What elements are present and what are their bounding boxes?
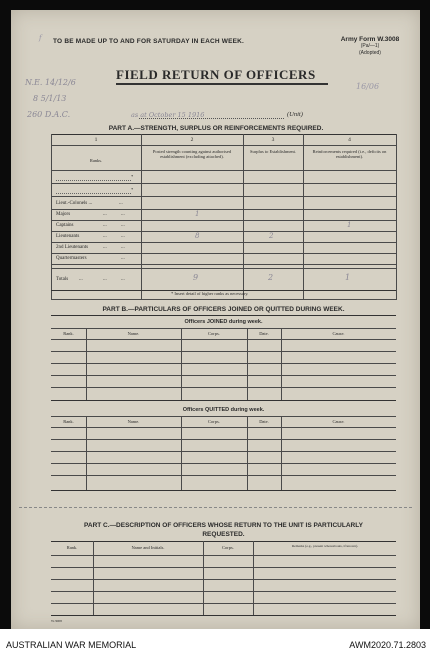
joined-divider-2 xyxy=(181,328,182,400)
joined-col-rank: Rank. xyxy=(63,331,74,336)
part-c-col-rank: Rank. xyxy=(66,545,78,550)
joined-row-rule-3 xyxy=(51,375,396,376)
row-rule-5 xyxy=(51,253,396,254)
quitted-col-corps: Corps. xyxy=(208,419,220,424)
row-dots-5a: ... xyxy=(103,245,107,250)
joined-divider-3 xyxy=(247,328,248,400)
perforation-line xyxy=(19,507,412,508)
quitted-divider-2 xyxy=(181,416,182,491)
entry-captains-reinforcements: 1 xyxy=(347,221,352,229)
part-c-col-name: Name and Initials. xyxy=(131,545,165,550)
quitted-col-date: Date. xyxy=(259,419,269,424)
totals-double-rule xyxy=(51,268,396,269)
part-a-row-rule-b xyxy=(51,196,396,197)
rank-lieut-colonels: Lieut.-Colonels ... xyxy=(56,201,93,206)
totals-label: Totals xyxy=(56,277,69,282)
form-number-line1: Army Form W.3008 xyxy=(340,36,400,43)
part-c-row-rule-4 xyxy=(51,603,396,604)
margin-tick: f xyxy=(39,34,42,42)
joined-divider-1 xyxy=(86,328,87,400)
col-number-2: 2 xyxy=(190,137,194,143)
quitted-title-rule xyxy=(51,416,396,417)
row-rule-2 xyxy=(51,220,396,221)
joined-divider-4 xyxy=(281,328,282,400)
part-b-top-rule xyxy=(51,315,396,316)
part-c-row-rule-3 xyxy=(51,591,396,592)
joined-row-rule-4 xyxy=(51,387,396,388)
joined-col-corps: Corps. xyxy=(208,331,220,336)
totals-dots-c: ... xyxy=(121,277,125,282)
rank-lieutenants: Lieutenants xyxy=(56,234,80,239)
row-rule-1 xyxy=(51,209,396,210)
handwritten-note-3: 260 D.A.C. xyxy=(27,110,71,119)
col-number-1: 1 xyxy=(94,137,98,143)
col-head-surplus: Surplus to Establishment. xyxy=(249,149,297,154)
col-head-ranks: Ranks. xyxy=(89,158,103,163)
totals-dots-a: ... xyxy=(79,277,83,282)
col-head-posted: Posted strength counting against authorised establishment (excluding attached). xyxy=(152,149,232,159)
joined-col-name: Name. xyxy=(127,331,140,336)
quitted-row-rule-4 xyxy=(51,475,396,476)
part-c-title-line1: PART C.—DESCRIPTION OF OFFICERS WHOSE RETURN TO THE UNIT IS PARTICULARLY xyxy=(84,522,363,529)
quitted-title: Officers QUITTED during week. xyxy=(182,407,265,413)
totals-dots-b: ... xyxy=(103,277,107,282)
part-a-footnote: * Insert detail of higher ranks as necessary. xyxy=(171,291,249,296)
quitted-divider-3 xyxy=(247,416,248,491)
quitted-divider-4 xyxy=(281,416,282,491)
row-dots-6: ... xyxy=(121,256,125,261)
part-a-title: PART A.—STRENGTH, SURPLUS OR REINFORCEMENTS REQUIRED. xyxy=(108,125,324,132)
quitted-row-rule-2 xyxy=(51,451,396,452)
blank-rank-line-2 xyxy=(56,193,131,194)
row-dots-1: ... xyxy=(119,201,123,206)
handwritten-note-1: N.E. 14/12/6 xyxy=(25,78,76,87)
star-marker-1: * xyxy=(131,174,134,179)
part-a-header-rule xyxy=(51,170,396,171)
part-c-header-rule xyxy=(51,555,396,556)
rank-quartermasters: Quartermasters xyxy=(56,256,87,261)
quitted-header-rule xyxy=(51,427,396,428)
entry-totals-reinforcements: 1 xyxy=(345,273,351,282)
entry-majors-posted: 1 xyxy=(195,210,200,218)
part-a-right-edge xyxy=(396,134,397,300)
col-number-3: 3 xyxy=(271,137,275,143)
rank-2nd-lieutenants: 2nd Lieutenants xyxy=(56,245,89,250)
quitted-bottom-rule xyxy=(51,490,396,491)
part-a-col-divider-3 xyxy=(303,134,304,300)
part-a-number-rule xyxy=(51,145,396,146)
quitted-row-rule-3 xyxy=(51,463,396,464)
entry-totals-surplus: 2 xyxy=(268,273,274,282)
header-instruction: TO BE MADE UP TO AND FOR SATURDAY IN EACH WEEK. xyxy=(53,38,245,45)
joined-row-rule-1 xyxy=(51,351,396,352)
archive-caption-bar xyxy=(0,629,430,653)
joined-row-rule-2 xyxy=(51,363,396,364)
rank-captains: Captains xyxy=(56,223,74,228)
quitted-row-rule-1 xyxy=(51,439,396,440)
part-c-top-rule xyxy=(51,541,396,542)
row-rule-6 xyxy=(51,264,396,265)
form-number xyxy=(331,36,409,57)
part-c-col-corps: Corps. xyxy=(222,545,234,550)
row-dots-3b: ... xyxy=(121,223,125,228)
caption-institution: AUSTRALIAN WAR MEMORIAL xyxy=(6,640,137,650)
handwritten-note-2: 8 5/1/13 xyxy=(33,94,67,103)
col-number-4: 4 xyxy=(348,137,351,143)
handwritten-date-line: as at October 15 1916 xyxy=(131,111,205,119)
part-a-col-divider-1 xyxy=(141,134,142,300)
part-a-footnote-rule xyxy=(51,299,396,300)
printer-mark: W.3008 xyxy=(51,619,62,623)
entry-lieutenants-posted: 8 xyxy=(195,232,200,240)
joined-title-rule xyxy=(51,328,396,329)
joined-header-rule xyxy=(51,339,396,340)
joined-col-date: Date. xyxy=(259,331,269,336)
part-c-row-rule-1 xyxy=(51,567,396,568)
entry-totals-posted: 9 xyxy=(193,273,199,282)
row-dots-2b: ... xyxy=(121,212,125,217)
part-a-top-rule xyxy=(51,134,396,135)
part-b-title: PART B.—PARTICULARS OF OFFICERS JOINED OR QUITTED DURING WEEK. xyxy=(102,306,345,313)
joined-bottom-rule xyxy=(51,400,396,401)
handwritten-top-right: 16/06 xyxy=(356,82,380,91)
joined-title: Officers JOINED during week. xyxy=(184,319,263,325)
part-c-bottom-rule xyxy=(51,615,396,616)
quitted-divider-1 xyxy=(86,416,87,491)
quitted-col-rank: Rank. xyxy=(63,419,74,424)
blank-rank-line-1 xyxy=(56,180,131,181)
row-rule-4 xyxy=(51,242,396,243)
quitted-col-name: Name. xyxy=(127,419,140,424)
part-c-row-rule-2 xyxy=(51,579,396,580)
part-c-col-remarks: Remarks (e.g., present whereabouts, if known). xyxy=(291,544,359,548)
part-c-title-line2: REQUESTED. xyxy=(202,531,245,538)
form-sheet xyxy=(11,10,420,629)
joined-col-cause: Cause. xyxy=(332,331,345,336)
form-title-underline xyxy=(116,83,328,85)
row-dots-3a: ... xyxy=(103,223,107,228)
unit-label: (Unit) xyxy=(287,111,303,118)
form-title: FIELD RETURN OF OFFICERS xyxy=(116,67,316,82)
quitted-col-cause: Cause. xyxy=(332,419,345,424)
form-number-line2: (Pa/—1) xyxy=(360,43,380,49)
part-a-col-divider-2 xyxy=(243,134,244,300)
row-dots-4a: ... xyxy=(103,234,107,239)
rank-majors: Majors xyxy=(56,212,71,217)
row-dots-4b: ... xyxy=(121,234,125,239)
unit-dotted-line xyxy=(139,118,284,119)
form-number-line3: (Adopted) xyxy=(359,50,381,56)
part-a-row-rule-a xyxy=(51,183,396,184)
entry-lieutenants-surplus: 2 xyxy=(269,232,274,240)
col-head-reinforcements: Reinforcements required (i.e., deficits on establishment). xyxy=(312,149,387,159)
star-marker-2: * xyxy=(131,187,134,192)
row-rule-3 xyxy=(51,231,396,232)
caption-accession-number: AWM2020.71.2803 xyxy=(349,640,426,650)
row-dots-2a: ... xyxy=(103,212,107,217)
row-dots-5b: ... xyxy=(121,245,125,250)
